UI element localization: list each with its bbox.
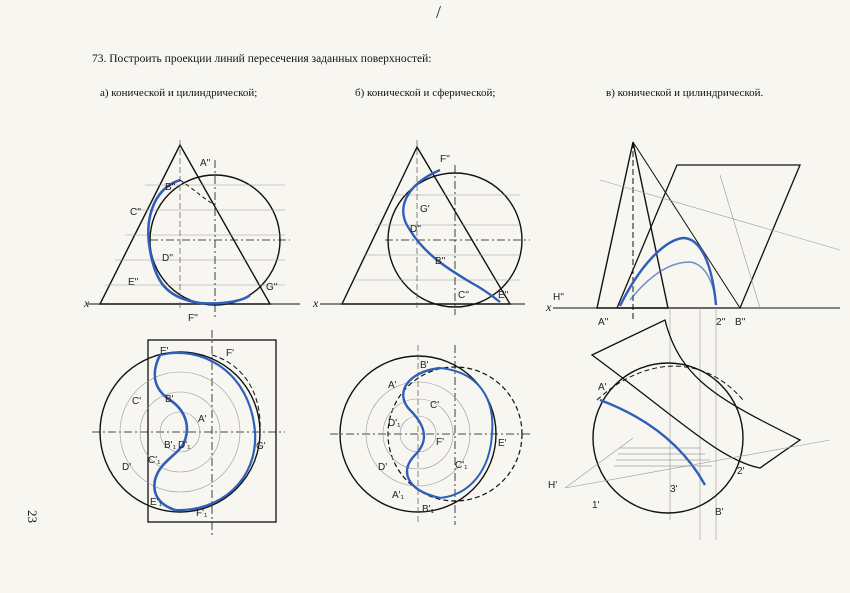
figure-c-front (553, 142, 840, 540)
intersection-curve-a-top-outer (160, 353, 255, 510)
label-c22: 2'' (716, 317, 726, 328)
figure-b-front (320, 140, 530, 315)
cone-b-outline (342, 147, 510, 304)
label-G2: G'' (266, 282, 278, 293)
cylinder-c-top (592, 320, 800, 468)
label-cB2: B'' (735, 317, 746, 328)
label-cH1: H' (548, 480, 558, 491)
page-title: 73. Построить проекции линий пересечения заданных поверхностей: (92, 53, 432, 65)
label-G1: G' (256, 441, 266, 452)
label-C1: C' (132, 396, 142, 407)
label-F1: F' (226, 348, 235, 359)
label-A2: A'' (200, 158, 211, 169)
label-c21: 2' (737, 466, 745, 477)
label-D1: D' (122, 462, 132, 473)
intersection-curve-b-top-outer (440, 368, 492, 498)
label-B1-prime: B'₁ (164, 440, 176, 451)
subtitle-a: а) конической и цилиндрической; (100, 87, 258, 99)
label-D1-prime: D'₁ (178, 440, 191, 451)
intersection-curve-a-top (154, 355, 186, 510)
label-bE2: E'' (498, 290, 509, 301)
cylinder-c-outline (617, 165, 800, 308)
label-E1-prime: E'₁ (150, 497, 162, 508)
label-bA1-prime: A'₁ (392, 490, 404, 501)
page-number: 23 (25, 510, 40, 523)
cone-a-outline (100, 145, 270, 304)
subtitle-c: в) конической и цилиндрической. (606, 87, 764, 99)
intersection-curve-b-top (403, 368, 440, 498)
label-bF2: F'' (440, 154, 450, 165)
pen-mark: / (436, 2, 442, 22)
label-E2: E'' (128, 277, 139, 288)
figure-b-top-labels (378, 360, 507, 515)
label-cA1: A' (598, 382, 607, 393)
label-bD1: D' (378, 462, 388, 473)
construction-lines-a (105, 185, 285, 285)
label-cB1: B' (715, 507, 724, 518)
label-bB1: B' (420, 360, 429, 371)
figure-b-top (330, 345, 530, 525)
figure-a-top (92, 330, 285, 535)
label-c11: 1' (592, 500, 600, 511)
label-c31: 3' (670, 484, 678, 495)
label-bB1-prime: B'₁ (422, 504, 434, 515)
label-D2: D'' (162, 253, 174, 264)
hidden-curve-a (180, 180, 215, 205)
label-bC1-prime: C'₁ (455, 460, 468, 471)
axis-label-c: x (546, 300, 552, 314)
cone-c-generator (633, 142, 740, 308)
label-bA1: A' (388, 380, 397, 391)
label-bB2: B'' (435, 256, 446, 267)
construction-line-c-d (565, 438, 633, 488)
label-bF1: F' (436, 437, 445, 448)
label-bG: G' (420, 204, 430, 215)
label-bD2: D'' (410, 224, 422, 235)
figure-c-top-labels (548, 382, 745, 518)
intersection-curve-b (403, 170, 500, 302)
label-F1-prime: F'₁ (196, 508, 208, 519)
label-C1-prime: C'₁ (148, 455, 161, 466)
label-B2: B'' (165, 182, 176, 193)
construction-lines-b (355, 195, 520, 280)
hatch-c (614, 448, 712, 466)
label-bE1: E' (498, 438, 507, 449)
subtitle-b: б) конической и сферической; (355, 87, 496, 99)
label-cH2: H'' (553, 292, 565, 303)
label-B1: B' (165, 394, 174, 405)
label-F2: F'' (188, 313, 198, 324)
label-bC1: C' (430, 400, 440, 411)
label-bD1-prime: D'₁ (388, 418, 401, 429)
label-C2: C'' (130, 207, 142, 218)
axis-label-a: x (84, 296, 90, 310)
label-E1: E' (160, 346, 169, 357)
figure-a-front (88, 140, 300, 320)
construction-line-c-h (565, 440, 830, 488)
figure-c-top (565, 320, 830, 513)
construction-lines-c (600, 175, 840, 540)
axis-label-b: x (313, 296, 319, 310)
label-cA2: A'' (598, 317, 609, 328)
label-bC2: C'' (458, 290, 470, 301)
label-A1: A' (198, 414, 207, 425)
figure-a-top-labels (122, 346, 266, 519)
